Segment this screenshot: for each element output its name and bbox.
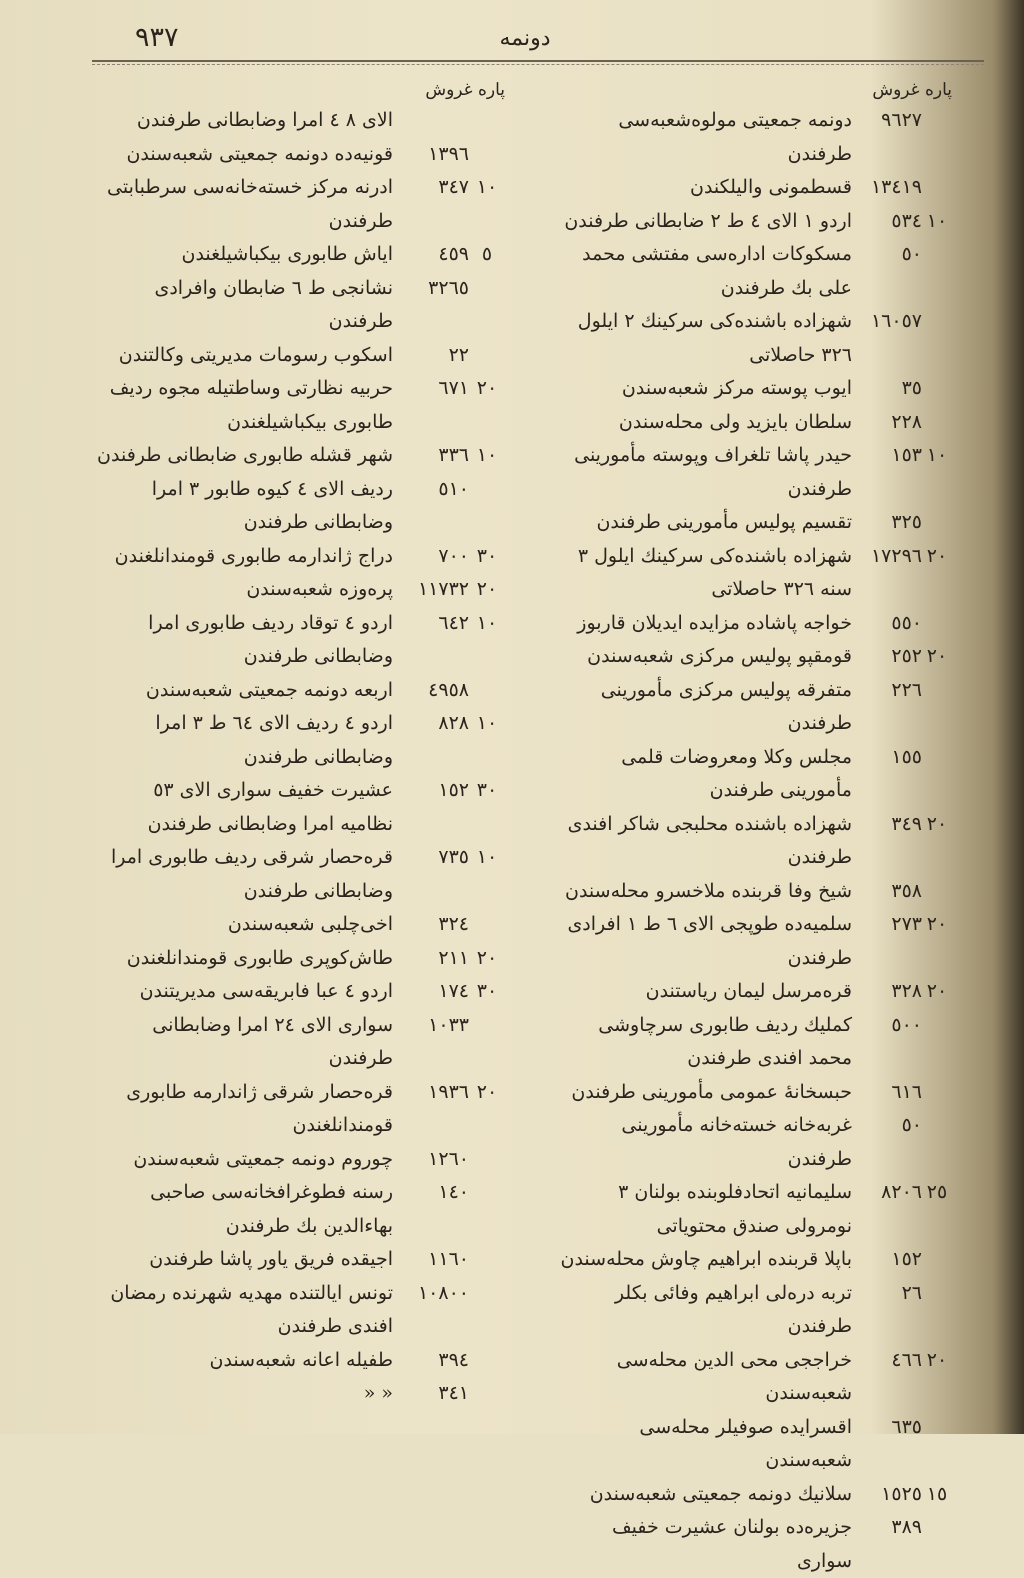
kurush-amount: ٢٥٢ [891, 645, 922, 667]
ledger-entry [552, 171, 952, 205]
page-header [0, 18, 990, 60]
donor-description: رديف الاى ٤ كيوه طابور ٣ امرا وضابطانى طرفندن [151, 477, 393, 533]
donor-description: سلانيك دونمه جمعيتى شعبه‌سندن [589, 1482, 852, 1505]
donor-description: سلميه‌ده طوپجى الاى ٦ ط ١ افرادى طرفندن [567, 913, 852, 969]
kurush-amount: ١٧٢٩٦ [870, 544, 922, 567]
ledger-entry [95, 573, 505, 607]
donor-description: رسنه فطوغرافخانه‌سى صاحبى بهاءالدين بك طرفندن [150, 1181, 393, 1237]
ledger-entry [95, 774, 505, 841]
para-amount: ٢٠ [476, 1080, 498, 1103]
para-amount: ٢٠ [926, 645, 948, 667]
donor-description: شهزاده باشنده‌كى سركينك ٢ ايلول ٣٢٦ حاصلاتى [577, 310, 852, 366]
kurush-amount: ١٦٠٥٧ [870, 310, 922, 332]
para-amount: ٢٠ [476, 946, 498, 969]
ledger-entry [552, 439, 952, 506]
ledger-entry [95, 372, 505, 439]
ledger-entry [552, 205, 952, 239]
kurush-amount: ١٣٩٦ [428, 142, 469, 165]
donor-description: دونمه جمعيتى مولوه‌شعبه‌سى طرفندن [618, 109, 852, 165]
ledger-entry [552, 1277, 952, 1344]
kurush-amount: ١٣٤١٩ [870, 176, 922, 198]
ledger-entry [95, 1009, 505, 1076]
ledger-entry [95, 104, 505, 138]
donor-description: شهزاده باشنده محلبجى شاكر افندى طرفندن [567, 812, 852, 868]
kurush-amount: ٣٤١ [438, 1382, 469, 1404]
para-amount: ٥ [481, 243, 493, 265]
donor-description: قره‌حصار شرقى ژاندارمه طابورى قومندانلغندن [126, 1080, 393, 1136]
donor-description: اياش طابورى بيكباشيلغندن [181, 243, 393, 265]
kurush-amount: ٥٠ [901, 243, 922, 265]
kurush-amount: ١٧٤ [438, 980, 469, 1002]
kurush-amount: ١٥٣ [891, 444, 922, 466]
kurush-amount: ٣٥٨ [891, 879, 922, 902]
ledger-entry [552, 1176, 952, 1243]
kurush-amount: ١٥٢ [438, 779, 469, 801]
ledger-entry [95, 1076, 505, 1143]
kurush-amount: ٣٥ [901, 377, 922, 399]
ledger-entry [95, 238, 505, 272]
donor-description: چوروم دونمه جمعيتى شعبه‌سندن [133, 1147, 393, 1170]
donor-description: قره‌حصار شرقى رديف طابورى امرا وضابطانى طرفندن [110, 846, 393, 902]
para-amount: ٢٠ [476, 578, 498, 600]
ledger-entry [552, 674, 952, 741]
kurush-amount: ٨٢٨ [438, 712, 469, 734]
page-number: ٩٣٧ [135, 22, 179, 53]
donor-description: قومقپو پوليس مركزى شعبه‌سندن [587, 645, 852, 667]
ledger-entry [552, 975, 952, 1009]
para-amount: ٣٠ [476, 779, 498, 801]
para-amount: ١٠ [476, 444, 498, 466]
ledger-entry [552, 808, 952, 875]
donor-description: غربه‌خانه خسته‌خانه مأمورينى طرفندن [621, 1114, 852, 1170]
ledger-entry [552, 1344, 952, 1411]
para-amount: ٣٠ [476, 980, 498, 1002]
ledger-entry [95, 1344, 505, 1378]
header-rule [92, 60, 984, 62]
donor-description: عشيرت خفيف سوارى الاى ٥٣ نظاميه امرا وضابطانى طرفندن [147, 779, 393, 835]
donor-description: قونيه‌ده دونمه جمعيتى شعبه‌سندن [126, 142, 393, 165]
column-heading: پاره غروش [425, 80, 505, 100]
kurush-amount: ٦١٦ [891, 1080, 922, 1103]
kurush-amount: ١٥٢ [891, 1248, 922, 1270]
kurush-amount: ٨٢٠٦ [881, 1181, 922, 1203]
donor-description: ادرنه مركز خسته‌خانه‌سى سرطبابتى طرفندن [107, 176, 393, 232]
kurush-amount: ١٢٦٠ [428, 1147, 469, 1170]
para-amount: ١٠ [476, 846, 498, 868]
para-amount: ١٠ [476, 611, 498, 634]
kurush-amount: ٦٤٢ [438, 611, 469, 634]
ledger-entry [95, 439, 505, 473]
donor-description: سلطان بايزيد ولى محله‌سندن [618, 410, 852, 433]
para-amount: ١٠ [926, 209, 948, 232]
ledger-entry [95, 841, 505, 908]
donor-description: اردو ١ الاى ٤ ط ٢ ضابطانى طرفندن [564, 209, 852, 232]
donor-description: الاى ٨ ٤ امرا وضابطانى طرفندن [136, 109, 393, 131]
donor-description: حبسخانۀ عمومى مأمورينى طرفندن [571, 1080, 852, 1103]
ledger-entry [552, 305, 952, 372]
ledger-entry [95, 1277, 505, 1344]
kurush-amount: ٤٩٥٨ [428, 678, 469, 701]
kurush-amount: ٤٦٦ [891, 1348, 922, 1371]
kurush-amount: ٢٢٨ [891, 410, 922, 433]
ledger-entry [95, 339, 505, 373]
donor-description: تربه درەلى ابراهيم وفائى بكلر طرفندن [614, 1281, 852, 1337]
column-heading: پاره غروش [872, 80, 952, 100]
ledger-entry [552, 1511, 952, 1578]
ledger-entry [552, 1243, 952, 1277]
donor-description: ايوب پوسته مركز شعبه‌سندن [621, 377, 852, 399]
kurush-amount: ٩٦٢٧ [881, 109, 922, 131]
donor-description: اربعه دونمه جمعيتى شعبه‌سندن [145, 678, 393, 701]
kurush-amount: ٣٢٥ [891, 511, 922, 533]
kurush-amount: ٣٢٨ [891, 980, 922, 1002]
para-amount: ١٥ [926, 1482, 948, 1505]
kurush-amount: ٥٣٤ [891, 209, 922, 232]
donor-description: شهر قشله طابورى ضابطانى طرفندن [97, 444, 393, 466]
para-amount: ٢٠ [926, 913, 948, 935]
ledger-entry [95, 942, 505, 976]
donor-description: حربيه نظارتى وساطتيله مجوه رديف طابورى بيكباشيلغندن [109, 377, 393, 433]
donor-description: سليمانيه اتحادفلوبنده بولنان ٣ نومرولى صندق محتوياتى [618, 1181, 852, 1237]
ledger-entry [95, 473, 505, 540]
donor-description: اجيقده فريق ياور پاشا طرفندن [149, 1248, 393, 1270]
donor-description: اسكوب رسومات مديريتى وكالتندن [118, 343, 393, 366]
kurush-amount: ٣٤٧ [438, 176, 469, 198]
donor-description: شهزاده باشنده‌كى سركينك ايلول ٣ سنه ٣٢٦ حاصلاتى [577, 544, 852, 600]
donor-description: تونس ايالتنده مهديه شهرنده رمضان افندى طرفندن [110, 1281, 393, 1337]
ledger-entry [95, 1176, 505, 1243]
donor-description: « « [363, 1382, 393, 1404]
kurush-amount: ٣٨٩ [891, 1516, 922, 1538]
ledger-entry [95, 1377, 505, 1411]
kurush-amount: ٢٢٦ [891, 678, 922, 701]
donor-description: اردو ٤ رديف الاى ٦٤ ط ٣ امرا وضابطانى طرفندن [155, 712, 393, 768]
kurush-amount: ١٥٢٥ [881, 1482, 922, 1505]
ledger-entry [95, 975, 505, 1009]
donor-description: باپلا قربنده ابراهيم چاوش محله‌سندن [560, 1248, 852, 1270]
kurush-amount: ٦٣٥ [891, 1415, 922, 1438]
kurush-amount: ٧٠٠ [438, 544, 469, 567]
kurush-amount: ٥٠ [901, 1114, 922, 1136]
ledger-entry [552, 908, 952, 975]
donor-description: طفيله اعانه شعبه‌سندن [209, 1348, 393, 1371]
para-amount: ٢٠ [476, 377, 498, 399]
kurush-amount: ٣٢٤ [438, 913, 469, 935]
donor-description: اردو ٤ عبا فابريقه‌سى مديريتندن [139, 980, 393, 1002]
donor-description: پره‌وزه شعبه‌سندن [246, 578, 393, 600]
kurush-amount: ٧٣٥ [438, 846, 469, 868]
ledger-entry [552, 607, 952, 641]
kurush-amount: ١١٦٠ [428, 1248, 469, 1270]
ledger-entry [552, 1009, 952, 1076]
ledger-entry [552, 104, 952, 171]
kurush-amount: ٢٢ [448, 343, 469, 366]
donor-description: مجلس وكلا ومعروضات قلمى مأمورينى طرفندن [621, 745, 852, 801]
kurush-amount: ٤٥٩ [438, 243, 469, 265]
ledger-entry [552, 640, 952, 674]
ledger-entry [552, 1076, 952, 1110]
ledger-entry [95, 540, 505, 574]
right-column [552, 76, 952, 1578]
kurush-amount: ٢٦ [901, 1281, 922, 1304]
ledger-entry [552, 1478, 952, 1512]
running-title: دونمه [499, 26, 551, 51]
kurush-amount: ١١٧٣٢ [417, 578, 469, 600]
donor-description: حيدر پاشا تلغراف وپوسته مأمورينى طرفندن [574, 444, 852, 500]
donor-description: نشانجى ط ٦ ضابطان وافرادى طرفندن [154, 276, 393, 332]
kurush-amount: ٥١٠ [438, 477, 469, 500]
para-amount: ١٠ [476, 712, 498, 734]
kurush-amount: ٦٧١ [438, 377, 469, 399]
kurush-amount: ٥٠٠ [891, 1013, 922, 1036]
donor-description: جزيره‌ده بولنان عشيرت خفيف سوارى [611, 1516, 852, 1572]
kurush-amount: ٢١١ [438, 946, 469, 969]
para-amount: ٢٠ [926, 544, 948, 567]
donor-description: خواجه پاشاده مزايده ايديلان قاربوز [577, 611, 852, 634]
ledger-entry [552, 506, 952, 540]
donor-description: شيخ وفا قربنده ملاخسرو محله‌سندن [564, 879, 852, 902]
donor-description: اردو ٤ توقاد رديف طابورى امرا وضابطانى طرفندن [148, 611, 393, 667]
ledger-entry [95, 138, 505, 172]
donor-description: اقسرايده صوفيلر محله‌سى شعبه‌سندن [639, 1415, 852, 1471]
kurush-amount: ١٤٠ [438, 1181, 469, 1203]
kurush-amount: ١٠٨٠٠ [417, 1281, 469, 1304]
donor-description: سوارى الاى ٢٤ امرا وضابطانى طرفندن [152, 1013, 393, 1069]
ledger-entry [552, 1109, 952, 1176]
donor-description: خراججى محى الدين محله‌سى شعبه‌سندن [616, 1348, 852, 1404]
donor-description: تقسيم پوليس مأمورينى طرفندن [596, 511, 852, 533]
donor-description: دراج ژاندارمه طابورى قومندانلغندن [114, 544, 393, 567]
para-amount: ٢٠ [926, 980, 948, 1002]
donor-description: متفرقه پوليس مركزى مأمورينى طرفندن [600, 678, 852, 734]
donor-description: طاش‌كوپرى طابورى قومندانلغندن [126, 946, 393, 969]
kurush-amount: ٣٢٦٥ [428, 276, 469, 299]
donor-description: كمليك رديف طابورى سرچاوشى محمد افندى طرفندن [598, 1013, 852, 1069]
ledger-entry [552, 540, 952, 607]
ledger-entry [95, 674, 505, 708]
ledger-entry [95, 707, 505, 774]
header-rule-dashed [92, 64, 984, 65]
kurush-amount: ١٠٣٣ [428, 1013, 469, 1036]
para-amount: ٢٠ [926, 1348, 948, 1371]
donor-description: اخى‌چلبى شعبه‌سندن [227, 913, 393, 935]
para-amount: ٢٠ [926, 812, 948, 835]
ledger-entry [95, 607, 505, 674]
ledger-entry [552, 875, 952, 909]
para-amount: ١٠ [926, 444, 948, 466]
ledger-entry [95, 908, 505, 942]
ledger-entry [552, 406, 952, 440]
kurush-amount: ٥٥٠ [891, 611, 922, 634]
kurush-amount: ١٩٣٦ [428, 1080, 469, 1103]
kurush-amount: ٣٣٦ [438, 444, 469, 466]
donor-description: مسكوكات اداره‌سى مفتشى محمد على بك طرفندن [582, 243, 852, 299]
para-amount: ١٠ [476, 176, 498, 198]
ledger-entry [552, 238, 952, 305]
donor-description: قره‌مرسل ليمان رياستندن [645, 980, 852, 1002]
para-amount: ٢٥ [926, 1181, 948, 1203]
para-amount: ٣٠ [476, 544, 498, 567]
ledger-entry [95, 171, 505, 238]
ledger-entry [95, 272, 505, 339]
ledger-entry [552, 372, 952, 406]
left-column [95, 76, 505, 1411]
kurush-amount: ٣٩٤ [438, 1348, 469, 1371]
ledger-entry [95, 1143, 505, 1177]
donor-description: قسطمونى واليلكندن [689, 176, 852, 198]
kurush-amount: ١٥٥ [891, 745, 922, 768]
kurush-amount: ٢٧٣ [891, 913, 922, 935]
kurush-amount: ٣٤٩ [891, 812, 922, 835]
ledger-entry [552, 741, 952, 808]
ledger-entry [95, 1243, 505, 1277]
ledger-entry [552, 1411, 952, 1478]
